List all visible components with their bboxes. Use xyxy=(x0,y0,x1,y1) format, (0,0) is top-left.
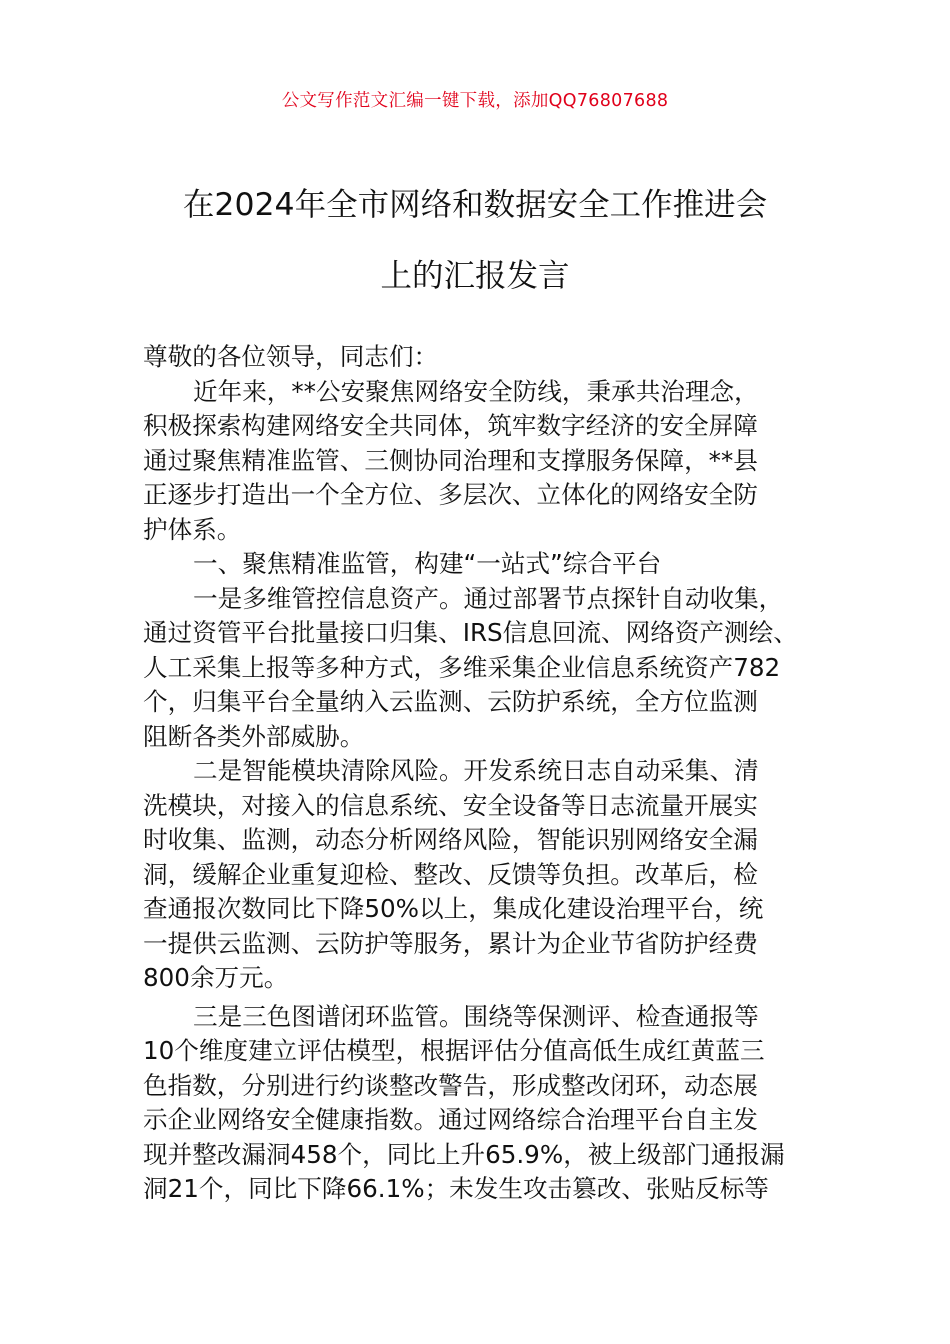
paragraph-line: 阻断各类外部威胁。 xyxy=(143,721,365,751)
document-body xyxy=(143,340,811,1207)
paragraph-line: 一是多维管控信息资产。通过部署节点探针自动收集， xyxy=(193,583,784,613)
download-banner: 公文写作范文汇编一键下载，添加QQ76807688 xyxy=(281,91,669,111)
document-title-line-2: 上的汇报发言 xyxy=(380,258,570,294)
paragraph-line: 洞21个，同比下降66.1%；未发生攻击篡改、张贴反标等 xyxy=(143,1174,769,1203)
salutation: 尊敬的各位领导，同志们： xyxy=(143,342,439,371)
paragraph-line: 10个维度建立评估模型，根据评估分值高低生成红黄蓝三 xyxy=(143,1036,765,1065)
paragraph-line: 二是智能模块清除风险。开发系统日志自动采集、清 xyxy=(193,756,759,785)
document-title-line-1: 在2024年全市网络和数据安全工作推进会 xyxy=(182,187,768,223)
paragraph-line: 通过聚焦精准监管、三侧协同治理和支撑服务保障，**县 xyxy=(143,445,758,475)
paragraph-line: 现并整改漏洞458个，同比上升65.9%，被上级部门通报漏 xyxy=(143,1139,785,1169)
paragraph-line: 个，归集平台全量纳入云监测、云防护系统，全方位监测 xyxy=(143,687,758,716)
paragraph-line: 一提供云监测、云防护等服务，累计为企业节省防护经费 xyxy=(143,928,758,958)
paragraph-line: 色指数，分别进行约谈整改警告，形成整改闭环，动态展 xyxy=(143,1070,758,1100)
paragraph-line: 洗模块，对接入的信息系统、安全设备等日志流量开展实 xyxy=(143,790,758,820)
paragraph-line: 800余万元。 xyxy=(143,963,289,992)
paragraph-line: 查通报次数同比下降50%以上，集成化建设治理平台，统 xyxy=(143,894,764,923)
paragraph-line: 三是三色图谱闭环监管。围绕等保测评、检查通报等 xyxy=(193,1001,759,1031)
paragraph-line: 护体系。 xyxy=(143,514,242,544)
paragraph-line: 人工采集上报等多种方式，多维采集企业信息系统资产782 xyxy=(143,652,781,682)
paragraph-line: 正逐步打造出一个全方位、多层次、立体化的网络安全防 xyxy=(143,480,758,509)
paragraph-line: 通过资管平台批量接口归集、IRS信息回流、网络资产测绘、 xyxy=(143,618,798,647)
paragraph-line: 时收集、监测，动态分析网络风险，智能识别网络安全漏 xyxy=(143,825,758,854)
paragraph-line: 近年来，**公安聚焦网络安全防线，秉承共治理念， xyxy=(193,376,759,406)
paragraph-line: 积极探索构建网络安全共同体，筑牢数字经济的安全屏障 xyxy=(143,411,758,440)
paragraph-line: 示企业网络安全健康指数。通过网络综合治理平台自主发 xyxy=(143,1105,758,1134)
section-heading: 一、聚焦精准监管，构建“一站式”综合平台 xyxy=(193,549,662,578)
paragraph-line: 洞，缓解企业重复迎检、整改、反馈等负担。改革后，检 xyxy=(143,859,758,889)
